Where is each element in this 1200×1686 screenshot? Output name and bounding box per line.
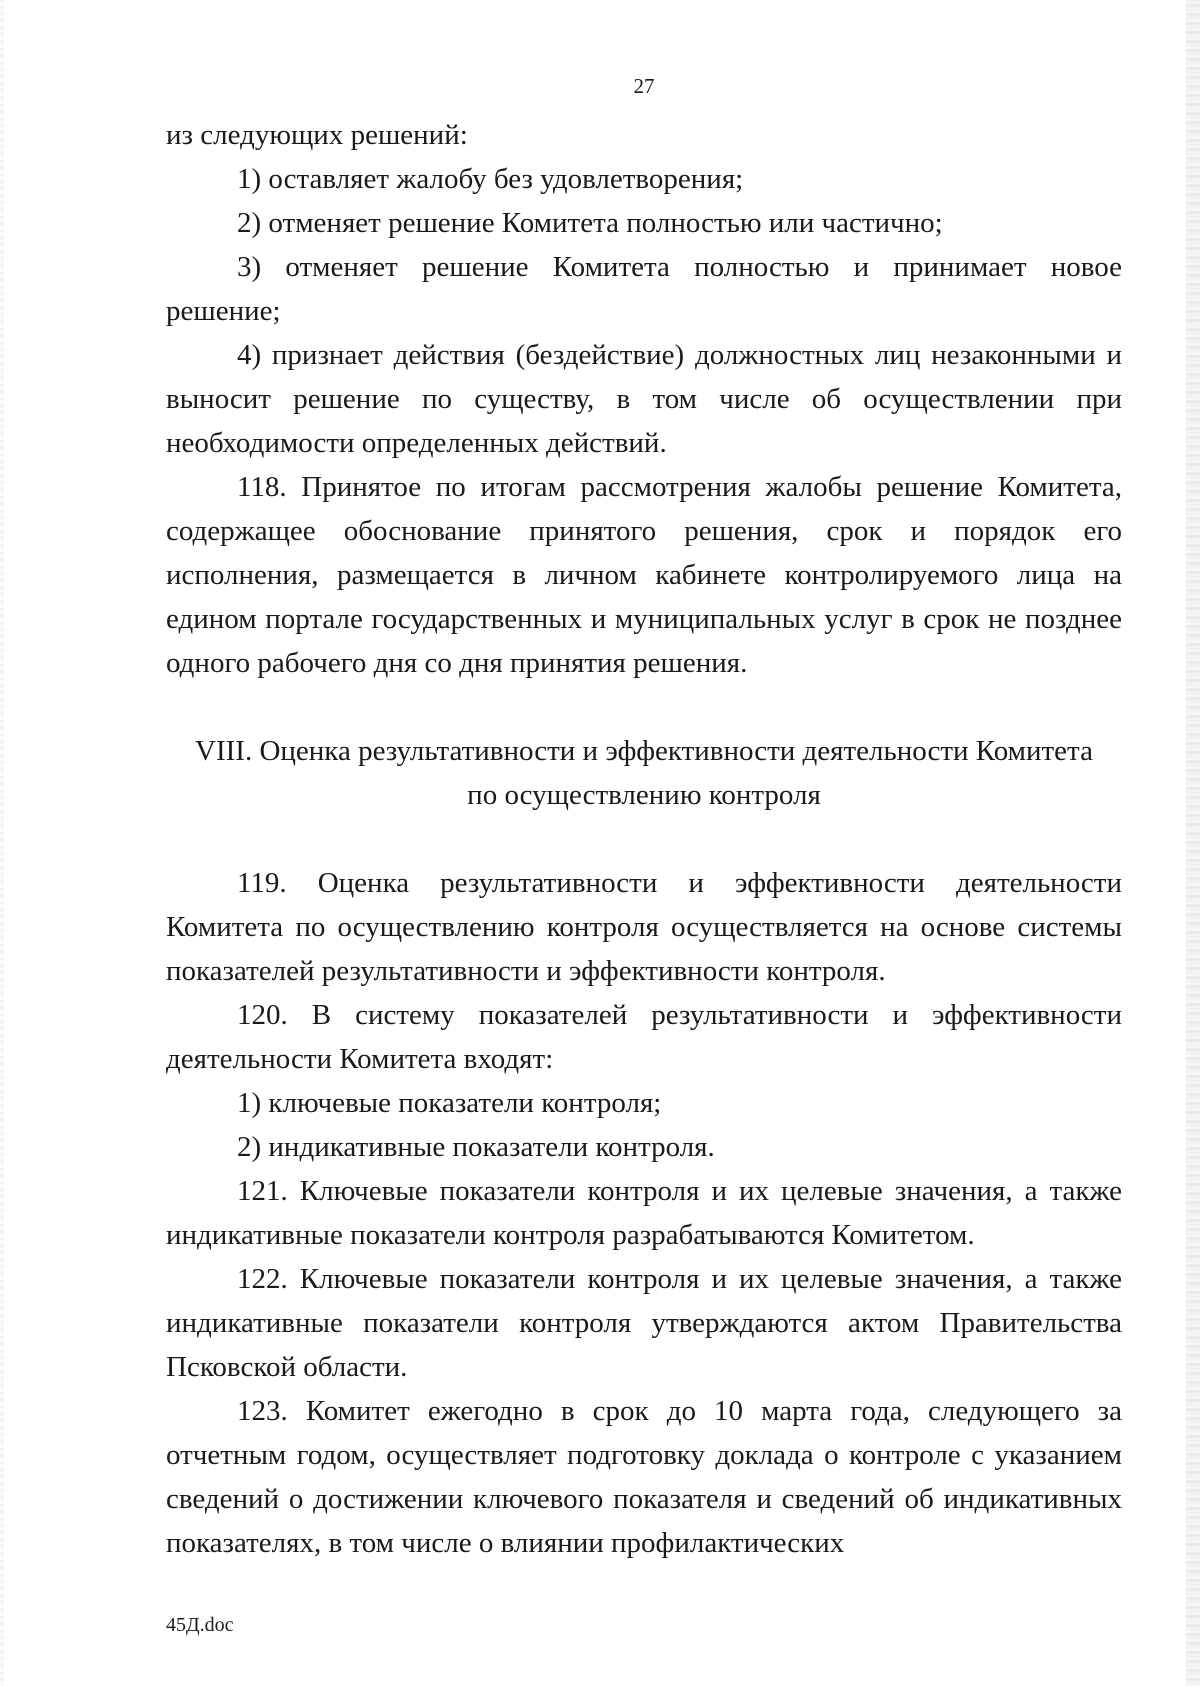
paragraph-120: 120. В систему показателей результативности и эффективности деятельности Комитета входят: bbox=[166, 999, 1122, 1075]
paragraph-123: 123. Комитет ежегодно в срок до 10 марта года, следующего за отчетным годом, осуществляет подготовку доклада о контроле с указанием сведений о достижении ключевого показателя и сведений об индикативных показателях, в том числе о влиянии профилактических bbox=[166, 1395, 1122, 1559]
paragraph-121: 121. Ключевые показатели контроля и их целевые значения, а также индикативные показатели контроля разрабатываются Комитетом. bbox=[166, 1175, 1122, 1251]
page-number: 27 bbox=[633, 74, 655, 98]
document-body bbox=[166, 113, 1122, 1565]
section-heading-line-2: по осуществлению контроля bbox=[467, 779, 821, 811]
list-item-3: 3) отменяет решение Комитета полностью и принимает новое решение; bbox=[166, 251, 1122, 327]
paragraph-continuation: из следующих решений: bbox=[166, 119, 468, 151]
paragraph-119: 119. Оценка результативности и эффективности деятельности Комитета по осуществлению контроля осуществляется на основе системы показателей результативности и эффективности контроля. bbox=[166, 867, 1122, 987]
scan-edge-left bbox=[0, 0, 4, 1686]
list-item-1: 1) оставляет жалобу без удовлетворения; bbox=[237, 163, 744, 195]
scan-edge-right bbox=[1186, 0, 1200, 1686]
list-item-4: 4) признает действия (бездействие) должностных лиц незаконными и выносит решение по существу, в том числе об осуществлении при необходимости определенных действий. bbox=[166, 339, 1122, 459]
footer-filename: 45Д.doc bbox=[166, 1614, 234, 1636]
section-heading bbox=[166, 729, 1122, 817]
list-item-2: 2) отменяет решение Комитета полностью или частично; bbox=[237, 207, 943, 239]
section-heading-line-1: VIII. Оценка результативности и эффективности деятельности Комитета bbox=[195, 735, 1093, 767]
paragraph-118: 118. Принятое по итогам рассмотрения жалобы решение Комитета, содержащее обоснование принятого решения, срок и порядок его исполнения, размещается в личном кабинете контролируемого лица на едином портале государственных и муниципальных услуг в срок не позднее одного рабочего дня со дня принятия решения. bbox=[166, 471, 1122, 679]
section-body bbox=[166, 861, 1122, 1565]
paragraph-122: 122. Ключевые показатели контроля и их целевые значения, а также индикативные показатели контроля утверждаются актом Правительства Псковской области. bbox=[166, 1263, 1122, 1383]
list-item-key-indicators: 1) ключевые показатели контроля; bbox=[237, 1087, 662, 1119]
list-item-indicative-indicators: 2) индикативные показатели контроля. bbox=[237, 1131, 715, 1163]
